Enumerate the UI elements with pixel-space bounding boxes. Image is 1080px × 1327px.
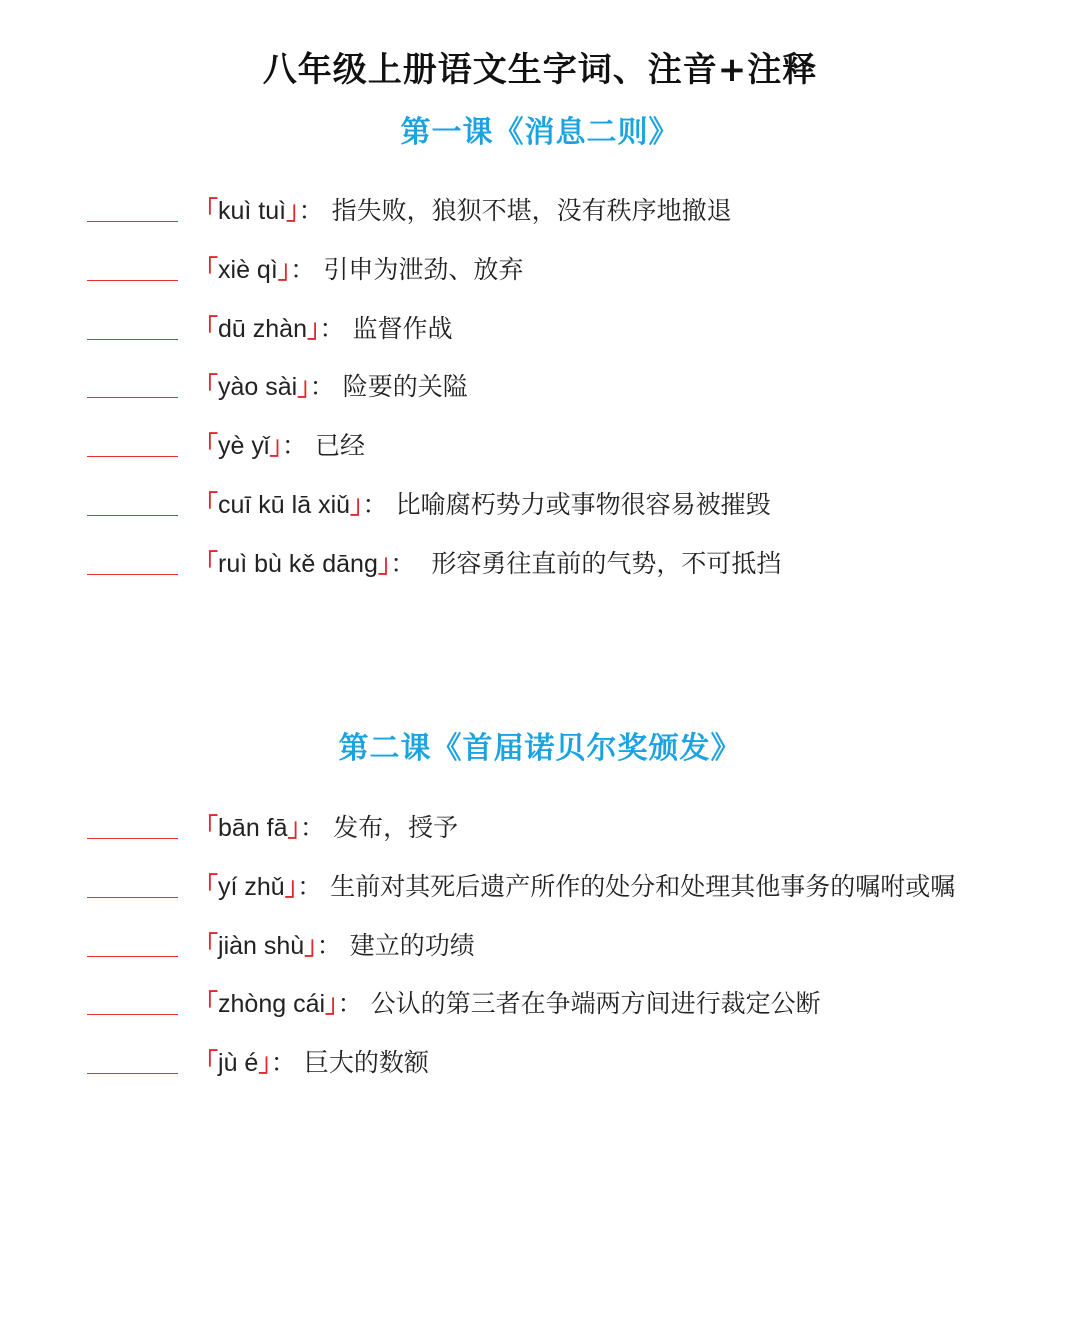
- definition: 形容勇往直前的气势，不可抵挡: [423, 548, 782, 578]
- pinyin: jù é: [218, 1049, 259, 1078]
- separator: ：: [298, 196, 324, 225]
- definition: 建立的功绩: [349, 930, 475, 960]
- pinyin: cuī kū lā xiǔ: [218, 490, 351, 519]
- vocab-entry: [87, 536, 1067, 595]
- pinyin: ruì bù kě dāng: [218, 549, 378, 578]
- open-bracket: 「: [193, 254, 219, 284]
- separator: ：: [362, 489, 388, 519]
- open-bracket: 「: [193, 196, 219, 225]
- open-bracket: 「: [193, 431, 219, 461]
- answer-blank[interactable]: [87, 838, 178, 839]
- vocab-entry: [87, 918, 1067, 977]
- close-bracket: 」: [325, 989, 338, 1019]
- vocab-entry: [87, 859, 1067, 918]
- definition: 发布，授予: [333, 813, 459, 842]
- open-bracket: 「: [193, 489, 219, 519]
- definition: 已经: [314, 431, 365, 461]
- definition: 公认的第三者在争端两方间进行裁定公断: [370, 989, 821, 1019]
- entry-text: [193, 367, 468, 403]
- close-bracket: 」: [287, 813, 301, 842]
- close-bracket: 」: [277, 254, 291, 284]
- vocab-entry: [87, 477, 1067, 536]
- open-bracket: 「: [193, 1048, 219, 1078]
- answer-blank[interactable]: [87, 515, 178, 516]
- separator: ：: [290, 254, 316, 284]
- answer-blank[interactable]: [87, 456, 178, 457]
- close-bracket: 」: [286, 196, 299, 225]
- separator: ：: [297, 871, 323, 901]
- separator: ：: [337, 989, 363, 1019]
- definition: 引申为泄劲、放弃: [323, 254, 524, 284]
- vocab-entry: [87, 800, 1067, 859]
- lesson-2-entry-list: [87, 800, 1067, 1094]
- answer-blank[interactable]: [87, 280, 178, 281]
- open-bracket: 「: [193, 813, 219, 842]
- separator: ：: [316, 930, 342, 960]
- answer-blank[interactable]: [87, 1073, 178, 1074]
- close-bracket: 」: [306, 313, 320, 343]
- separator: ：: [281, 431, 307, 461]
- pinyin: kuì tuì: [218, 197, 287, 225]
- open-bracket: 「: [193, 313, 219, 343]
- close-bracket: 」: [284, 871, 298, 901]
- pinyin: xiè qì: [218, 255, 278, 284]
- vocab-entry: [87, 976, 1067, 1035]
- vocab-entry: [87, 301, 1067, 360]
- close-bracket: 」: [269, 431, 282, 461]
- answer-blank[interactable]: [87, 574, 178, 575]
- entry-text: [193, 544, 781, 580]
- lesson-1-entry-list: [87, 183, 1067, 595]
- lesson-1-title: 第一课《消息二则》: [400, 115, 680, 150]
- pinyin: dū zhàn: [218, 314, 307, 343]
- entry-text: [193, 309, 453, 345]
- page-title: 八年级上册语文生字词、注音+注释: [262, 50, 818, 90]
- vocab-entry: [87, 1035, 1067, 1094]
- open-bracket: 「: [193, 372, 219, 402]
- pinyin: zhòng cái: [218, 990, 326, 1019]
- entry-text: [193, 808, 458, 844]
- close-bracket: 」: [304, 930, 317, 960]
- vocab-entry: [87, 418, 1067, 477]
- vocab-entry: [87, 242, 1067, 301]
- close-bracket: 」: [258, 1048, 271, 1078]
- definition: 指失败，狼狈不堪，没有秩序地撤退: [331, 196, 732, 225]
- entry-text: [193, 867, 955, 903]
- open-bracket: 「: [193, 548, 219, 578]
- pinyin: jiàn shù: [218, 931, 305, 960]
- answer-blank[interactable]: [87, 897, 178, 898]
- lesson-2-title: 第二课《首届诺贝尔奖颁发》: [338, 731, 742, 766]
- definition: 比喻腐朽势力或事物很容易被摧毁: [395, 489, 771, 519]
- separator: ：: [300, 813, 326, 842]
- vocab-entry: [87, 359, 1067, 418]
- answer-blank[interactable]: [87, 956, 178, 957]
- separator: ：: [319, 313, 345, 343]
- answer-blank[interactable]: [87, 397, 178, 398]
- separator: ：: [270, 1048, 296, 1078]
- definition: 监督作战: [352, 313, 453, 343]
- vocab-entry: [87, 183, 1067, 242]
- entry-text: [193, 250, 523, 286]
- answer-blank[interactable]: [87, 339, 178, 340]
- close-bracket: 」: [377, 548, 391, 578]
- answer-blank[interactable]: [87, 221, 178, 222]
- open-bracket: 「: [193, 930, 219, 960]
- definition: 险要的关隘: [342, 372, 468, 402]
- pinyin: yí zhǔ: [218, 872, 285, 901]
- definition: 生前对其死后遗产所作的处分和处理其他事务的嘱咐或嘱: [330, 871, 956, 901]
- pinyin: bān fā: [218, 814, 288, 842]
- pinyin: yào sài: [218, 373, 298, 402]
- entry-text: [193, 485, 771, 521]
- separator: ：: [390, 548, 416, 578]
- open-bracket: 「: [193, 871, 219, 901]
- entry-text: [193, 191, 732, 227]
- close-bracket: 」: [297, 372, 310, 402]
- definition: 巨大的数额: [303, 1048, 429, 1078]
- separator: ：: [309, 372, 335, 402]
- open-bracket: 「: [193, 989, 219, 1019]
- close-bracket: 」: [350, 489, 363, 519]
- answer-blank[interactable]: [87, 1014, 178, 1015]
- entry-text: [193, 926, 475, 962]
- entry-text: [193, 984, 821, 1020]
- entry-text: [193, 426, 365, 462]
- entry-text: [193, 1043, 429, 1079]
- pinyin: yè yǐ: [218, 432, 270, 461]
